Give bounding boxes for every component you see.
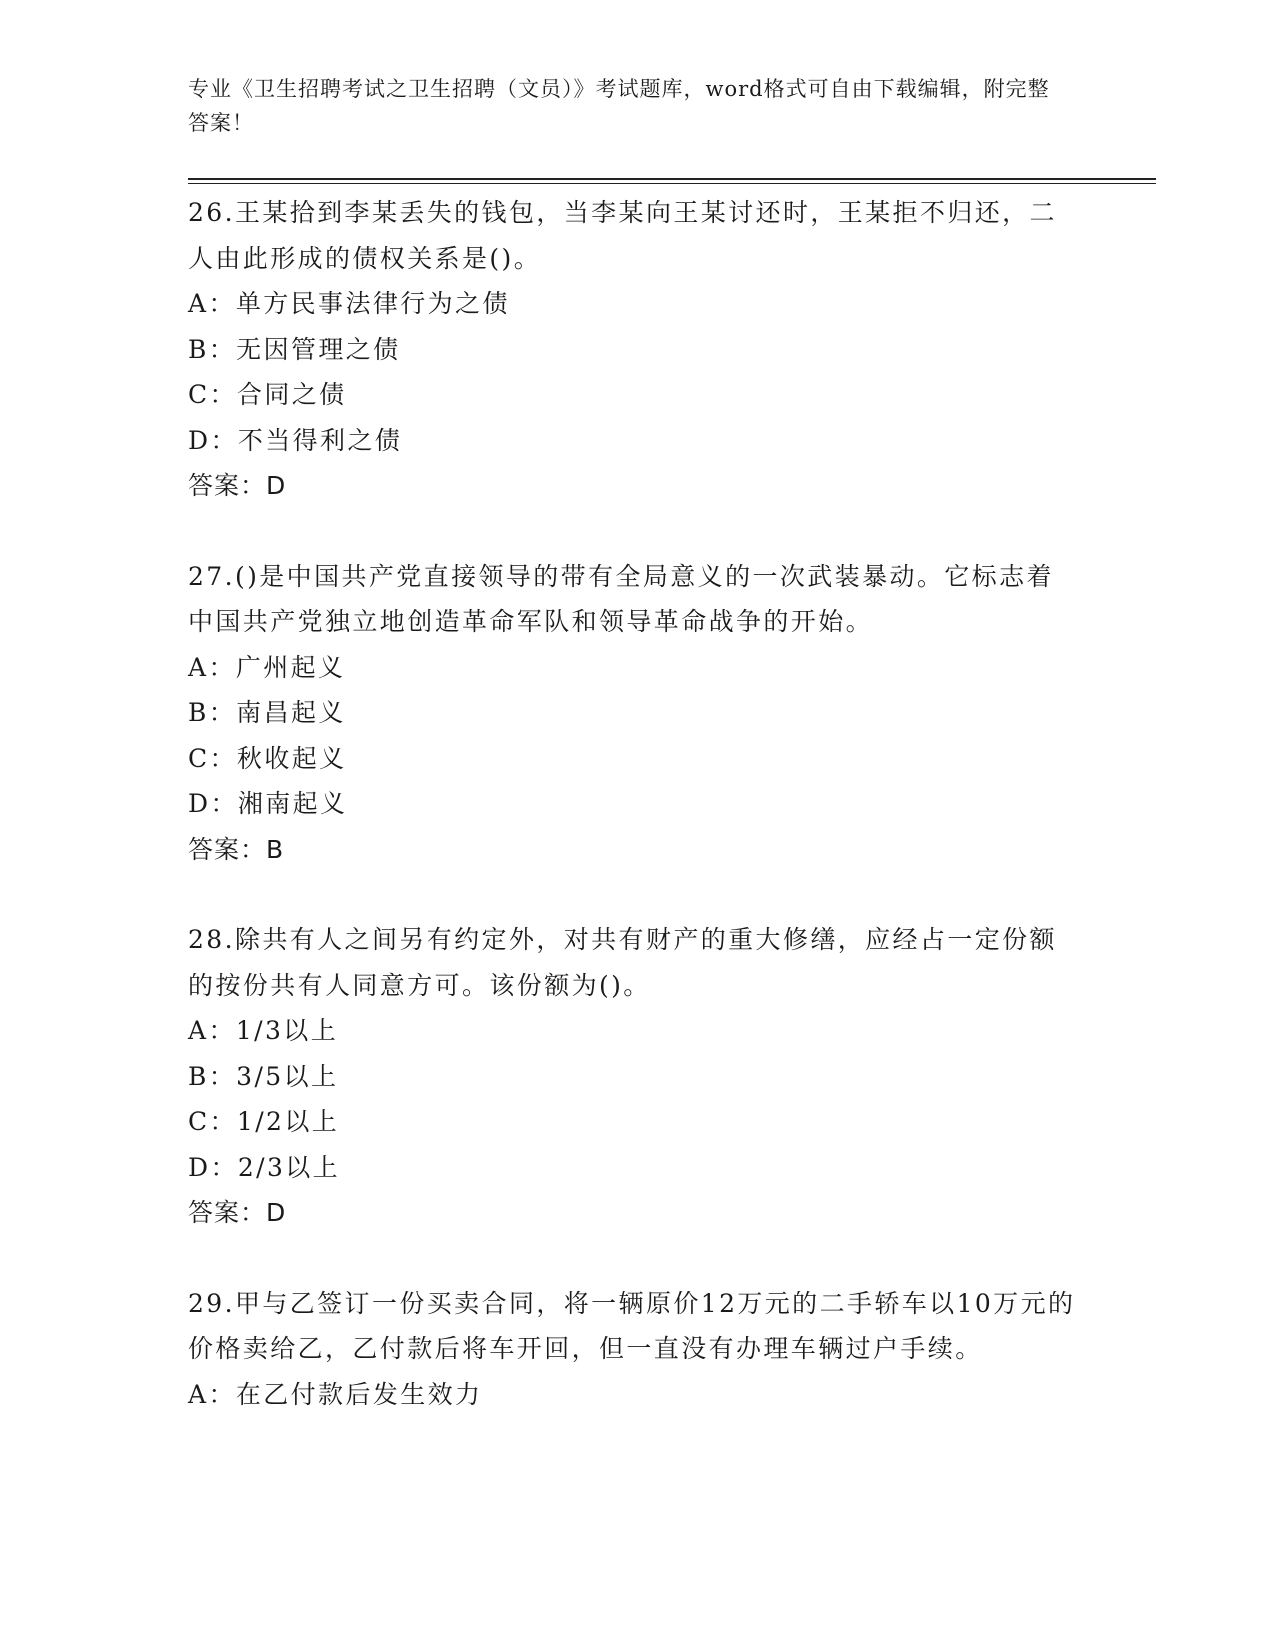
header-divider-thick — [188, 178, 1156, 180]
option-a: A：1/3以上 — [188, 1016, 339, 1045]
answer-line: 答案：D — [188, 1198, 287, 1227]
option-d: D：湘南起义 — [188, 789, 348, 818]
question-list — [188, 190, 1088, 1462]
question-stem: 27.()是中国共产党直接领导的带有全局意义的一次武装暴动。它标志着中国共产党独立地创造革命军队和领导革命战争的开始。 — [188, 561, 1054, 636]
option-b: B：无因管理之债 — [188, 334, 401, 364]
option-c: C：合同之债 — [188, 380, 347, 409]
question-28 — [188, 917, 1088, 1236]
question-stem: 29.甲与乙签订一份买卖合同，将一辆原价12万元的二手轿车以10万元的价格卖给乙，乙付款后将车开回，但一直没有办理车辆过户手续。 — [188, 1288, 1076, 1363]
answer-line: 答案：D — [188, 471, 287, 500]
option-c: C：1/2以上 — [188, 1107, 340, 1136]
question-29 — [188, 1281, 1088, 1418]
option-b: B：南昌起义 — [188, 698, 346, 727]
option-b: B：3/5以上 — [188, 1061, 339, 1091]
question-stem: 28.除共有人之间另有约定外，对共有财产的重大修缮，应经占一定份额的按份共有人同意方可。该份额为()。 — [188, 925, 1057, 1000]
question-stem: 26.王某拾到李某丢失的钱包，当李某向王某讨还时，王某拒不归还，二人由此形成的债权关系是()。 — [188, 198, 1057, 273]
header-divider-thin — [188, 183, 1156, 184]
option-a: A：在乙付款后发生效力 — [188, 1379, 483, 1409]
question-26 — [188, 190, 1088, 509]
option-c: C：秋收起义 — [188, 743, 347, 773]
option-d: D：2/3以上 — [188, 1152, 341, 1182]
option-d: D：不当得利之债 — [188, 425, 403, 455]
option-a: A：广州起义 — [188, 652, 346, 682]
answer-line: 答案：B — [188, 834, 285, 864]
question-27 — [188, 554, 1088, 873]
option-a: A：单方民事法律行为之债 — [188, 289, 510, 318]
document-header: 专业《卫生招聘考试之卫生招聘（文员）》考试题库，word格式可自由下载编辑，附完整答案！ — [188, 77, 1050, 135]
